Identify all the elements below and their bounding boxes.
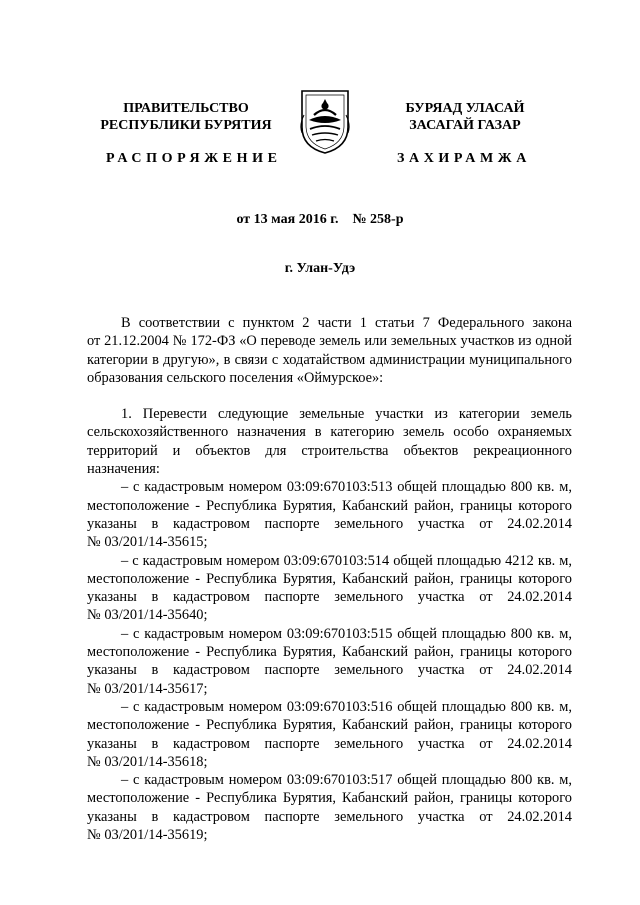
text-line: местоположение - Республика Бурятия, Кабанский район, границы которого [87, 570, 572, 587]
issuer-buryat-line1: БУРЯАД УЛАСАЙ [405, 101, 525, 116]
doc-type-russian: РАСПОРЯЖЕНИЕ [106, 151, 282, 166]
text-line: – с кадастровым номером 03:09:670103:513 общей площадью 800 кв. м, [121, 479, 572, 496]
text-line: – с кадастровым номером 03:09:670103:517 общей площадью 800 кв. м, [121, 772, 572, 789]
text-line: № 03/201/14-35618; [87, 753, 208, 770]
intro-paragraph [87, 314, 572, 387]
text-line: 1. Перевести следующие земельные участки из категории земель [121, 406, 572, 423]
issuer-buryat-line2: ЗАСАГАЙ ГАЗАР [409, 118, 521, 133]
issuer-buryat [380, 100, 550, 134]
text-line: категории в другую», в связи с ходатайством администрации муниципального [87, 351, 572, 368]
text-line: – с кадастровым номером 03:09:670103:515 общей площадью 800 кв. м, [121, 625, 572, 642]
text-line: местоположение - Республика Бурятия, Кабанский район, границы которого [87, 717, 572, 734]
issuer-russian-line2: РЕСПУБЛИКИ БУРЯТИЯ [100, 118, 272, 133]
text-line: – с кадастровым номером 03:09:670103:514 общей площадью 4212 кв. м, [121, 552, 572, 569]
text-line: назначения: [87, 461, 160, 478]
text-line: от 21.12.2004 № 172-ФЗ «О переводе земель или земельных участков из одной [87, 333, 572, 350]
text-line: образования сельского поселения «Оймурское»: [87, 369, 384, 386]
parcel-item [87, 552, 572, 625]
parcel-item [87, 625, 572, 698]
text-line: сельскохозяйственного назначения в категорию земель особо охраняемых [87, 424, 572, 441]
issue-place: г. Улан-Удэ [284, 261, 356, 276]
document-date-number: от 13 мая 2016 г. № 258-р [236, 212, 404, 227]
parcel-item [87, 771, 572, 844]
text-line: № 03/201/14-35615; [87, 534, 208, 551]
text-line: – с кадастровым номером 03:09:670103:516 общей площадью 800 кв. м, [121, 698, 572, 715]
item-1-paragraph [87, 405, 572, 478]
text-line: территорий и объектов для строительства объектов рекреационного [87, 442, 572, 459]
issuer-russian-line1: ПРАВИТЕЛЬСТВО [123, 101, 249, 116]
parcel-item [87, 478, 572, 551]
text-line: местоположение - Республика Бурятия, Кабанский район, границы которого [87, 790, 572, 807]
document-body [87, 314, 572, 844]
text-line: № 03/201/14-35617; [87, 680, 208, 697]
text-line: местоположение - Республика Бурятия, Кабанский район, границы которого [87, 644, 572, 661]
doc-type-buryat: ЗАХИРАМЖА [397, 151, 531, 166]
issuer-russian [96, 100, 276, 134]
text-line: № 03/201/14-35619; [87, 827, 208, 844]
text-line: указаны в кадастровом паспорте земельного участка от 24.02.2014 [87, 808, 572, 825]
coat-of-arms-icon [298, 85, 352, 155]
text-line: указаны в кадастровом паспорте земельного участка от 24.02.2014 [87, 515, 572, 532]
text-line: указаны в кадастровом паспорте земельного участка от 24.02.2014 [87, 662, 572, 679]
text-line: В соответствии с пунктом 2 части 1 статьи 7 Федерального закона [121, 315, 572, 331]
text-line: № 03/201/14-35640; [87, 607, 208, 624]
text-line: местоположение - Республика Бурятия, Кабанский район, границы которого [87, 497, 572, 514]
text-line: указаны в кадастровом паспорте земельного участка от 24.02.2014 [87, 589, 572, 606]
parcel-item [87, 698, 572, 771]
text-line: указаны в кадастровом паспорте земельного участка от 24.02.2014 [87, 735, 572, 752]
